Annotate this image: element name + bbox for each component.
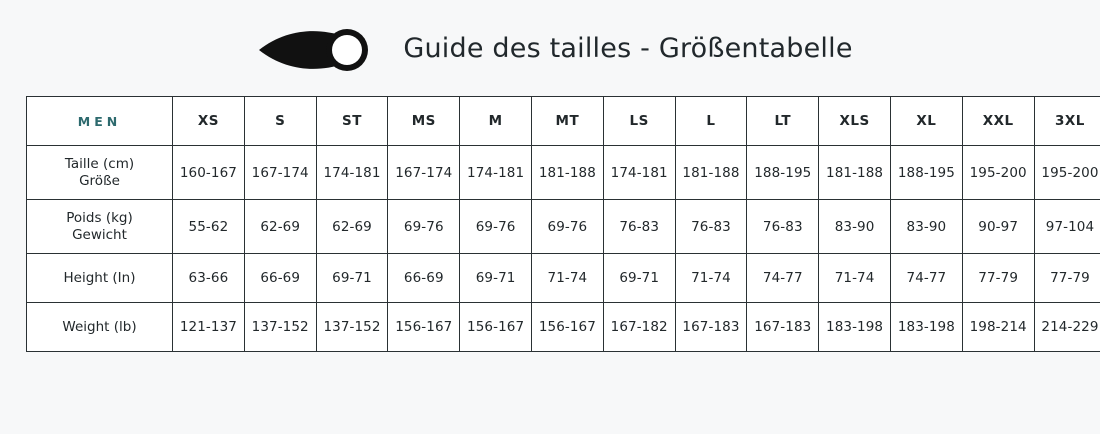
- table-row: [27, 146, 1100, 200]
- cell-weight-kg-mt: 69-76: [531, 200, 603, 254]
- size-header-m: M: [460, 97, 532, 146]
- cell-height-cm-xl: 188-195: [890, 146, 962, 200]
- cell-height-cm-mt: 181-188: [531, 146, 603, 200]
- cell-weight-lb-m: 156-167: [460, 303, 532, 352]
- row-label-line2: Größe: [79, 172, 120, 189]
- size-header-3xl: 3XL: [1034, 97, 1100, 146]
- cell-weight-lb-xl: 183-198: [890, 303, 962, 352]
- cell-height-in-l: 71-74: [675, 254, 747, 303]
- size-header-st: ST: [316, 97, 388, 146]
- cell-height-in-s: 66-69: [244, 254, 316, 303]
- cell-height-in-st: 69-71: [316, 254, 388, 303]
- cell-weight-lb-3xl: 214-229: [1034, 303, 1100, 352]
- cell-weight-lb-ls: 167-182: [603, 303, 675, 352]
- cell-height-cm-ms: 167-174: [388, 146, 460, 200]
- page-header: [0, 0, 1100, 96]
- cell-weight-lb-mt: 156-167: [531, 303, 603, 352]
- header-row: [27, 97, 1100, 146]
- cell-weight-kg-l: 76-83: [675, 200, 747, 254]
- row-label-line1: Poids (kg): [66, 209, 133, 226]
- cell-height-in-xls: 71-74: [819, 254, 891, 303]
- cell-height-cm-lt: 188-195: [747, 146, 819, 200]
- cell-weight-kg-ls: 76-83: [603, 200, 675, 254]
- cell-weight-kg-xs: 55-62: [173, 200, 245, 254]
- row-label-line1: Taille (cm): [64, 155, 135, 172]
- cell-weight-kg-3xl: 97-104: [1034, 200, 1100, 254]
- cell-weight-lb-xs: 121-137: [173, 303, 245, 352]
- cell-weight-kg-ms: 69-76: [388, 200, 460, 254]
- row-label-weight-lb: [27, 303, 173, 352]
- page-title: Guide des tailles - Größentabelle: [403, 32, 853, 64]
- cell-weight-kg-xxl: 90-97: [962, 200, 1034, 254]
- brand-eye-logo-icon: [257, 24, 377, 72]
- cell-height-cm-xs: 160-167: [173, 146, 245, 200]
- cell-height-cm-xxl: 195-200: [962, 146, 1034, 200]
- row-label-line1: Weight (lb): [62, 318, 137, 335]
- size-table-head: [27, 97, 1100, 146]
- table-corner-label: MEN: [27, 97, 173, 146]
- size-header-ls: LS: [603, 97, 675, 146]
- cell-height-cm-3xl: 195-200: [1034, 146, 1100, 200]
- size-header-ms: MS: [388, 97, 460, 146]
- cell-height-cm-l: 181-188: [675, 146, 747, 200]
- size-header-mt: MT: [531, 97, 603, 146]
- cell-height-in-xxl: 77-79: [962, 254, 1034, 303]
- cell-weight-kg-lt: 76-83: [747, 200, 819, 254]
- row-label-weight-kg: [27, 200, 173, 254]
- cell-height-cm-st: 174-181: [316, 146, 388, 200]
- size-table-body: [27, 146, 1100, 352]
- size-header-xxl: XXL: [962, 97, 1034, 146]
- size-header-xs: XS: [173, 97, 245, 146]
- cell-weight-lb-lt: 167-183: [747, 303, 819, 352]
- row-label-height-cm: [27, 146, 173, 200]
- size-header-s: S: [244, 97, 316, 146]
- cell-weight-lb-ms: 156-167: [388, 303, 460, 352]
- size-table-container: [0, 96, 1100, 352]
- row-label-line1: Height (In): [63, 269, 136, 286]
- cell-height-cm-s: 167-174: [244, 146, 316, 200]
- table-row: [27, 254, 1100, 303]
- cell-height-in-lt: 74-77: [747, 254, 819, 303]
- cell-height-in-ls: 69-71: [603, 254, 675, 303]
- size-header-xls: XLS: [819, 97, 891, 146]
- table-row: [27, 303, 1100, 352]
- row-label-height-in: [27, 254, 173, 303]
- cell-weight-lb-s: 137-152: [244, 303, 316, 352]
- table-row: [27, 200, 1100, 254]
- cell-weight-lb-xxl: 198-214: [962, 303, 1034, 352]
- cell-height-cm-ls: 174-181: [603, 146, 675, 200]
- cell-weight-kg-xl: 83-90: [890, 200, 962, 254]
- cell-height-in-mt: 71-74: [531, 254, 603, 303]
- cell-weight-kg-st: 62-69: [316, 200, 388, 254]
- size-header-lt: LT: [747, 97, 819, 146]
- cell-height-in-m: 69-71: [460, 254, 532, 303]
- cell-height-cm-m: 174-181: [460, 146, 532, 200]
- cell-height-cm-xls: 181-188: [819, 146, 891, 200]
- cell-weight-kg-xls: 83-90: [819, 200, 891, 254]
- cell-weight-lb-l: 167-183: [675, 303, 747, 352]
- cell-height-in-xl: 74-77: [890, 254, 962, 303]
- cell-weight-kg-m: 69-76: [460, 200, 532, 254]
- cell-weight-lb-xls: 183-198: [819, 303, 891, 352]
- cell-weight-kg-s: 62-69: [244, 200, 316, 254]
- cell-height-in-3xl: 77-79: [1034, 254, 1100, 303]
- size-table: [26, 96, 1100, 352]
- size-header-xl: XL: [890, 97, 962, 146]
- cell-height-in-ms: 66-69: [388, 254, 460, 303]
- cell-weight-lb-st: 137-152: [316, 303, 388, 352]
- cell-height-in-xs: 63-66: [173, 254, 245, 303]
- size-header-l: L: [675, 97, 747, 146]
- row-label-line2: Gewicht: [72, 226, 127, 243]
